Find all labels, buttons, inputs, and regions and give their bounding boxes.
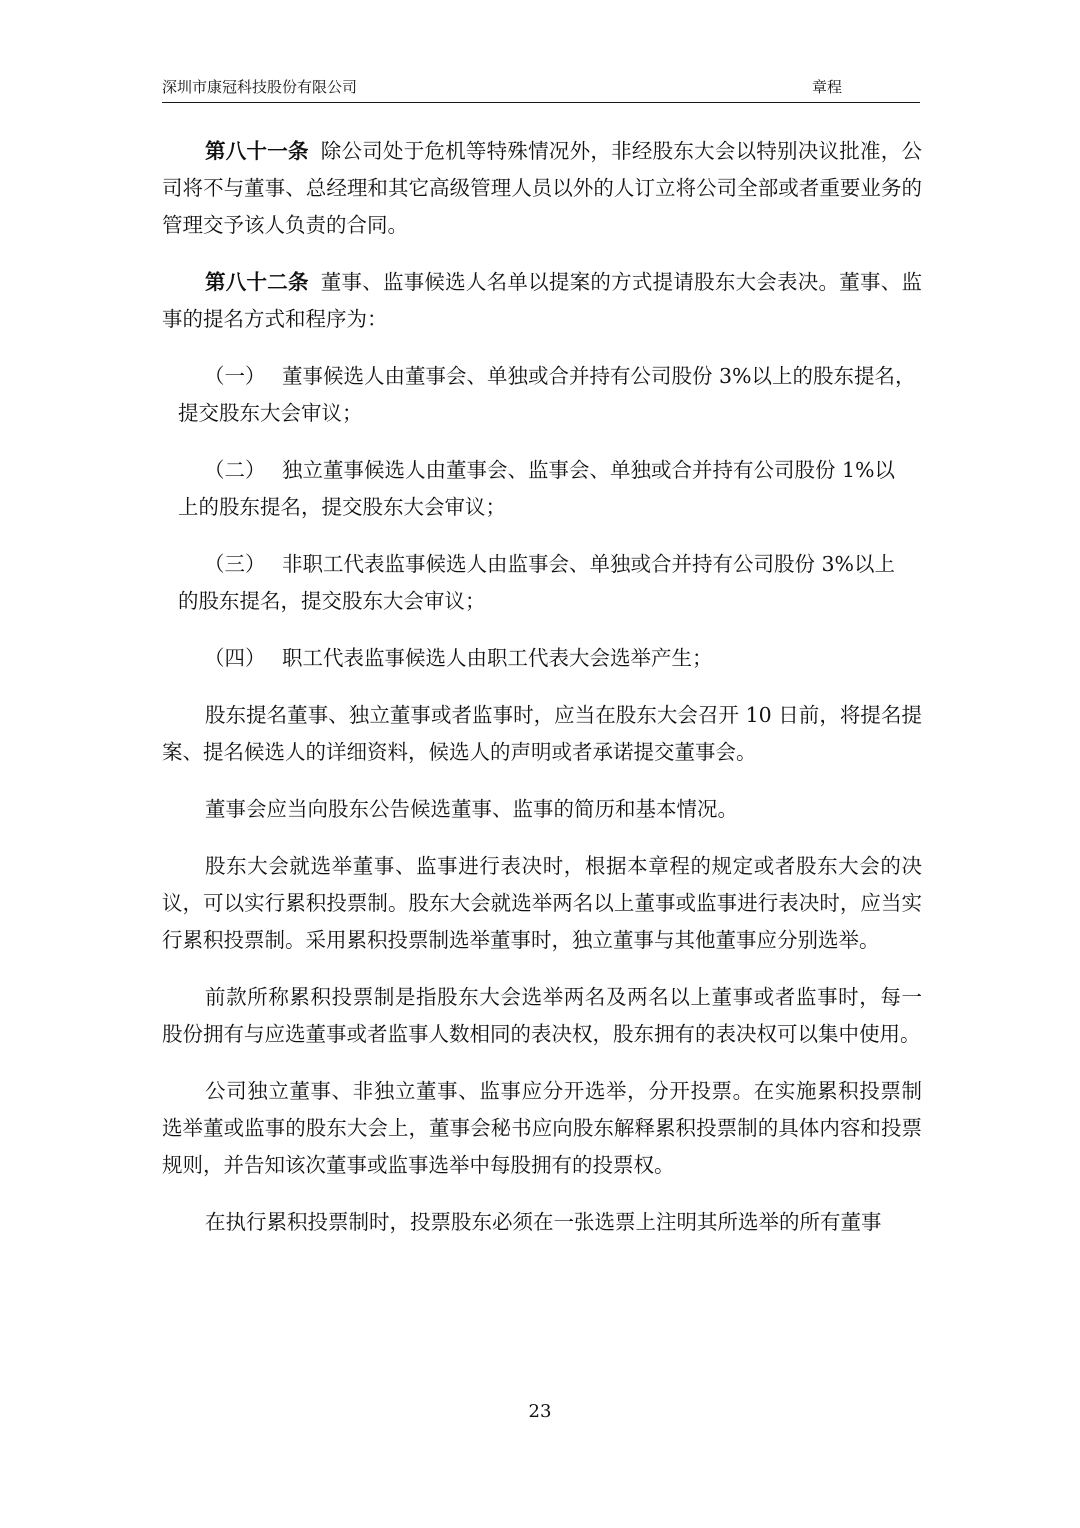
list-item (162, 640, 922, 677)
page-number: 23 (528, 1401, 552, 1422)
document-body (162, 133, 922, 1261)
page-header (162, 74, 920, 103)
article-82-number: 第八十二条 (205, 270, 309, 294)
list-item-continuation: 上的股东提名，提交股东大会审议； (178, 495, 506, 519)
list-item (162, 452, 922, 526)
list-item-text: 职工代表监事候选人由职工代表大会选举产生； (282, 646, 713, 670)
article-81-text: 除公司处于危机等特殊情况外，非经股东大会以特别决议批准，公司将不与董事、总经理和其它高级管理人员以外的人订立将公司全部或者重要业务的管理交予该人负责的合同。 (162, 139, 923, 237)
article-81 (162, 133, 922, 244)
list-item-number: （三） (204, 552, 266, 576)
article-82-text: 董事、监事候选人名单以提案的方式提请股东大会表决。董事、监事的提名方式和程序为： (162, 270, 923, 331)
list-item-text: 董事候选人由董事会、单独或合并持有公司股份 3%以上的股东提名， (282, 364, 916, 388)
list-item-text: 独立董事候选人由董事会、监事会、单独或合并持有公司股份 1%以 (282, 458, 896, 482)
list-item-text: 非职工代表监事候选人由监事会、单独或合并持有公司股份 3%以上 (282, 552, 896, 576)
article-81-number: 第八十一条 (205, 139, 309, 163)
list-item (162, 358, 922, 432)
paragraph: 前款所称累积投票制是指股东大会选举两名及两名以上董事或者监事时，每一股份拥有与应选董事或者监事人数相同的表决权，股东拥有的表决权可以集中使用。 (162, 985, 922, 1046)
header-company-name: 深圳市康冠科技股份有限公司 (162, 78, 358, 96)
article-82 (162, 264, 922, 338)
paragraph: 公司独立董事、非独立董事、监事应分开选举，分开投票。在实施累积投票制选举董或监事的股东大会上，董事会秘书应向股东解释累积投票制的具体内容和投票规则，并告知该次董事或监事选举中每股拥有的投票权。 (162, 1079, 922, 1177)
paragraph: 在执行累积投票制时，投票股东必须在一张选票上注明其所选举的所有董事 (205, 1210, 882, 1234)
list-item-number: （一） (204, 364, 266, 388)
paragraph: 董事会应当向股东公告候选董事、监事的简历和基本情况。 (205, 797, 738, 821)
list-item-continuation: 提交股东大会审议； (178, 401, 363, 425)
list-item-number: （四） (204, 646, 266, 670)
paragraph: 股东大会就选举董事、监事进行表决时，根据本章程的规定或者股东大会的决议，可以实行累积投票制。股东大会就选举两名以上董事或监事进行表决时，应当实行累积投票制。采用累积投票制选举董事时，独立董事与其他董事应分别选举。 (162, 854, 922, 952)
list-item-number: （二） (204, 458, 266, 482)
list-item-continuation: 的股东提名，提交股东大会审议； (178, 589, 486, 613)
paragraph: 股东提名董事、独立董事或者监事时，应当在股东大会召开 10 日前，将提名提案、提名候选人的详细资料，候选人的声明或者承诺提交董事会。 (162, 703, 922, 764)
list-item (162, 546, 922, 620)
header-document-type: 章程 (811, 78, 842, 96)
